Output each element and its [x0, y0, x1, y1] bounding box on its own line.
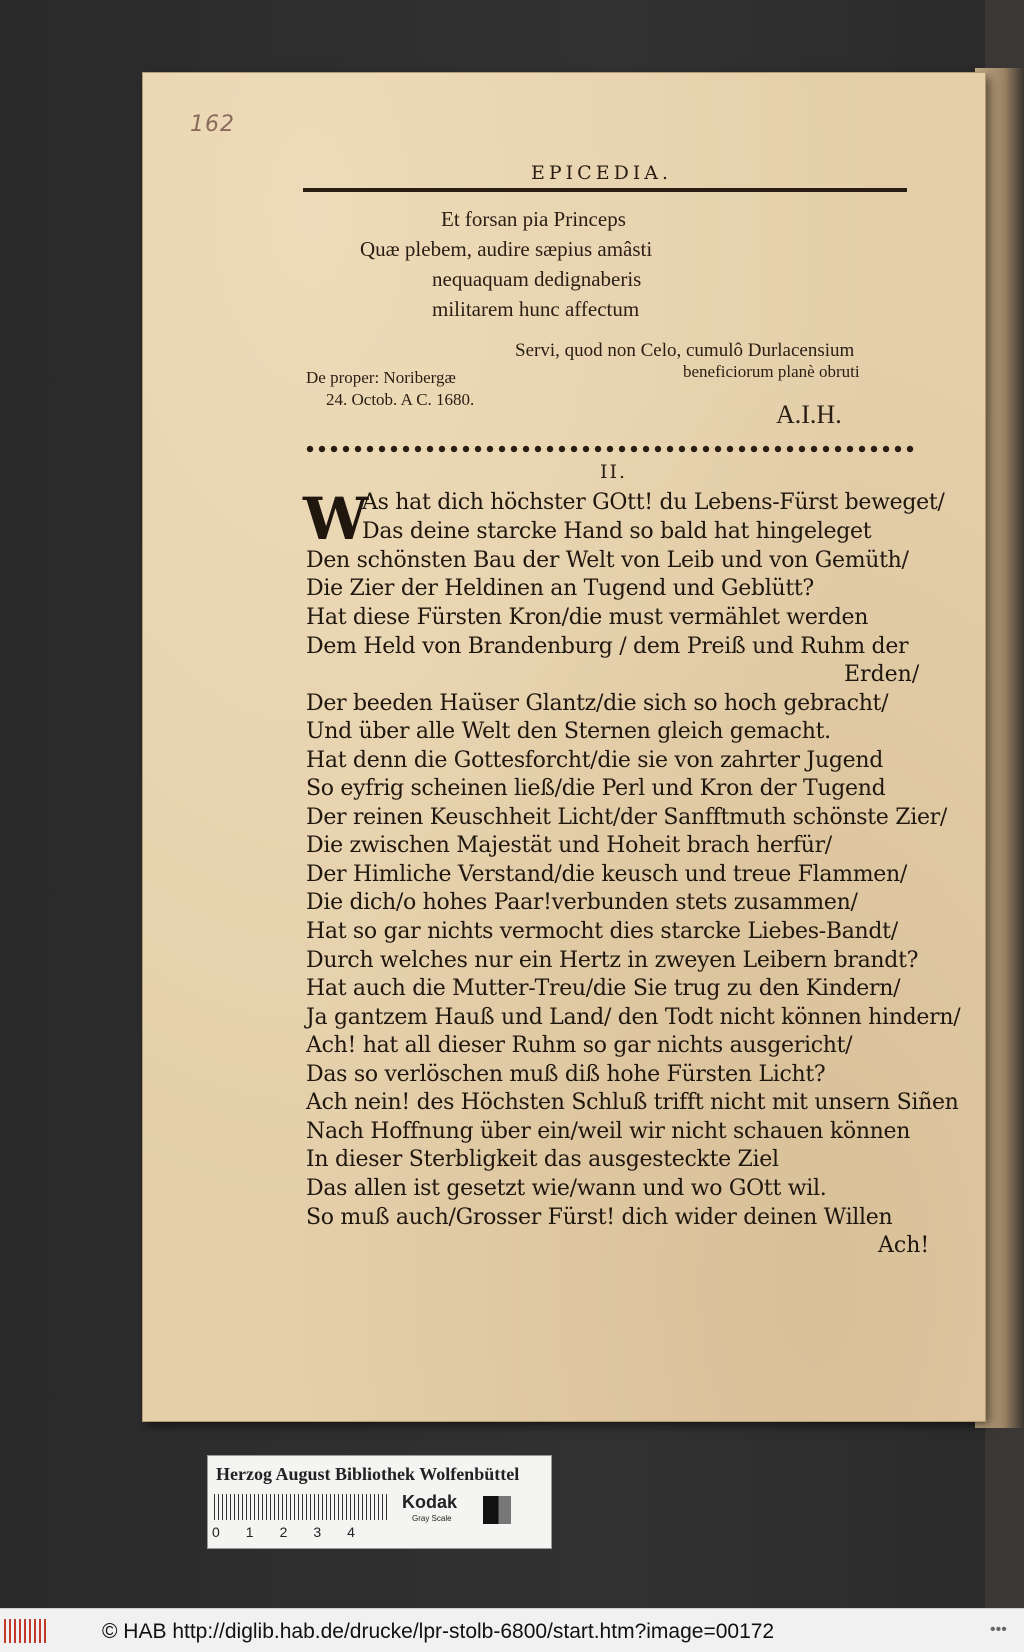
page-header-title: EPICEDIA.	[531, 162, 673, 184]
verse-line: Die dich/o hohes Paar!verbunden stets zusammen/	[306, 890, 858, 915]
section-number: II.	[600, 461, 628, 483]
verse-line: Ja gantzem Hauß und Land/ den Todt nicht können hindern/	[306, 1005, 961, 1030]
verse-line: As hat dich höchster GOtt! du Lebens-Fürst beweget/	[362, 490, 945, 515]
copyright-url[interactable]: © HAB http://diglib.hab.de/drucke/lpr-stolb-6800/start.htm?image=00172	[102, 1620, 775, 1643]
catchword: Ach!	[878, 1233, 930, 1258]
header-rule	[303, 188, 907, 192]
verse-line: Ach! hat all dieser Ruhm so gar nichts ausgericht/	[306, 1033, 853, 1058]
gray-scale-ruler	[214, 1494, 389, 1520]
gray-scale-label: Gray Scale	[412, 1514, 452, 1523]
library-name: Herzog August Bibliothek Wolfenbüttel	[216, 1464, 520, 1484]
signature-line: beneficiorum planè obruti	[683, 362, 860, 381]
verse-line: Den schönsten Bau der Welt von Leib und von Gemüth/	[306, 548, 909, 573]
latin-line: Quæ plebem, audire sæpius amâsti	[360, 237, 653, 261]
verse-line: Nach Hoffnung über ein/weil wir nicht schauen können	[306, 1119, 911, 1144]
verse-line: Hat auch die Mutter-Treu/die Sie trug zu den Kindern/	[306, 976, 901, 1001]
viewer-status-bar	[0, 1608, 1024, 1652]
verse-line: Das so verlöschen muß diß hohe Fürsten Licht?	[306, 1062, 826, 1087]
verse-line: Durch welches nur ein Hertz in zweyen Leibern brandt?	[306, 948, 919, 973]
verse-continuation: Erden/	[844, 662, 920, 687]
verse-line: Hat so gar nichts vermocht dies starcke Liebes-Bandt/	[306, 919, 898, 944]
gray-patch	[483, 1496, 511, 1524]
verse-line: Die zwischen Majestät und Hoheit brach herfür/	[306, 833, 832, 858]
kodak-brand: Kodak	[402, 1492, 458, 1512]
verse-line: Hat diese Fürsten Kron/die must vermählet werden	[306, 605, 869, 630]
verse-line: Die Zier der Heldinen an Tugend und Geblütt?	[306, 576, 814, 601]
ruler-numbers: 01234	[212, 1524, 381, 1540]
verse-line: So eyfrig scheinen ließ/die Perl und Kron der Tugend	[306, 776, 886, 801]
more-menu-icon[interactable]: •••	[990, 1621, 1007, 1638]
latin-line: militarem hunc affectum	[432, 297, 640, 321]
drop-capital: W	[303, 485, 369, 553]
date-line: 24. Octob. A C. 1680.	[326, 390, 475, 409]
verse-line: Und über alle Welt den Sternen gleich gemacht.	[306, 719, 831, 744]
place-line: De proper: Noribergæ	[306, 368, 456, 387]
verse-line: Der beeden Haüser Glantz/die sich so hoch gebracht/	[306, 691, 889, 716]
verse-line: Der reinen Keuschheit Licht/der Sanfftmuth schönste Zier/	[306, 805, 947, 830]
verse-line: In dieser Sterbligkeit das ausgesteckte Ziel	[306, 1147, 779, 1172]
latin-line: Et forsan pia Princeps	[441, 207, 626, 231]
verse-line: Das allen ist gesetzt wie/wann und wo GOtt wil.	[306, 1176, 827, 1201]
color-calibration-bar	[207, 1455, 552, 1549]
folio-number: 162	[190, 112, 235, 137]
verse-line: Hat denn die Gottesforcht/die sie von zahrter Jugend	[306, 748, 883, 773]
verse-line: Ach nein! des Höchsten Schluß trifft nicht mit unsern Siñen	[306, 1090, 959, 1115]
latin-line: nequaquam dedignaberis	[432, 267, 642, 291]
verse-line: Dem Held von Brandenburg / dem Preiß und Ruhm der	[306, 634, 909, 659]
hab-logo-icon	[4, 1619, 46, 1643]
signature-line: Servi, quod non Celo, cumulô Durlacensium	[515, 340, 855, 361]
verse-line: Der Himliche Verstand/die keusch und treue Flammen/	[306, 862, 907, 887]
verse-line: So muß auch/Grosser Fürst! dich wider deinen Willen	[306, 1205, 893, 1230]
verse-line: Das deine starcke Hand so bald hat hingeleget	[362, 519, 872, 544]
ornament-border	[305, 442, 915, 456]
author-initials: A.I.H.	[776, 400, 842, 429]
